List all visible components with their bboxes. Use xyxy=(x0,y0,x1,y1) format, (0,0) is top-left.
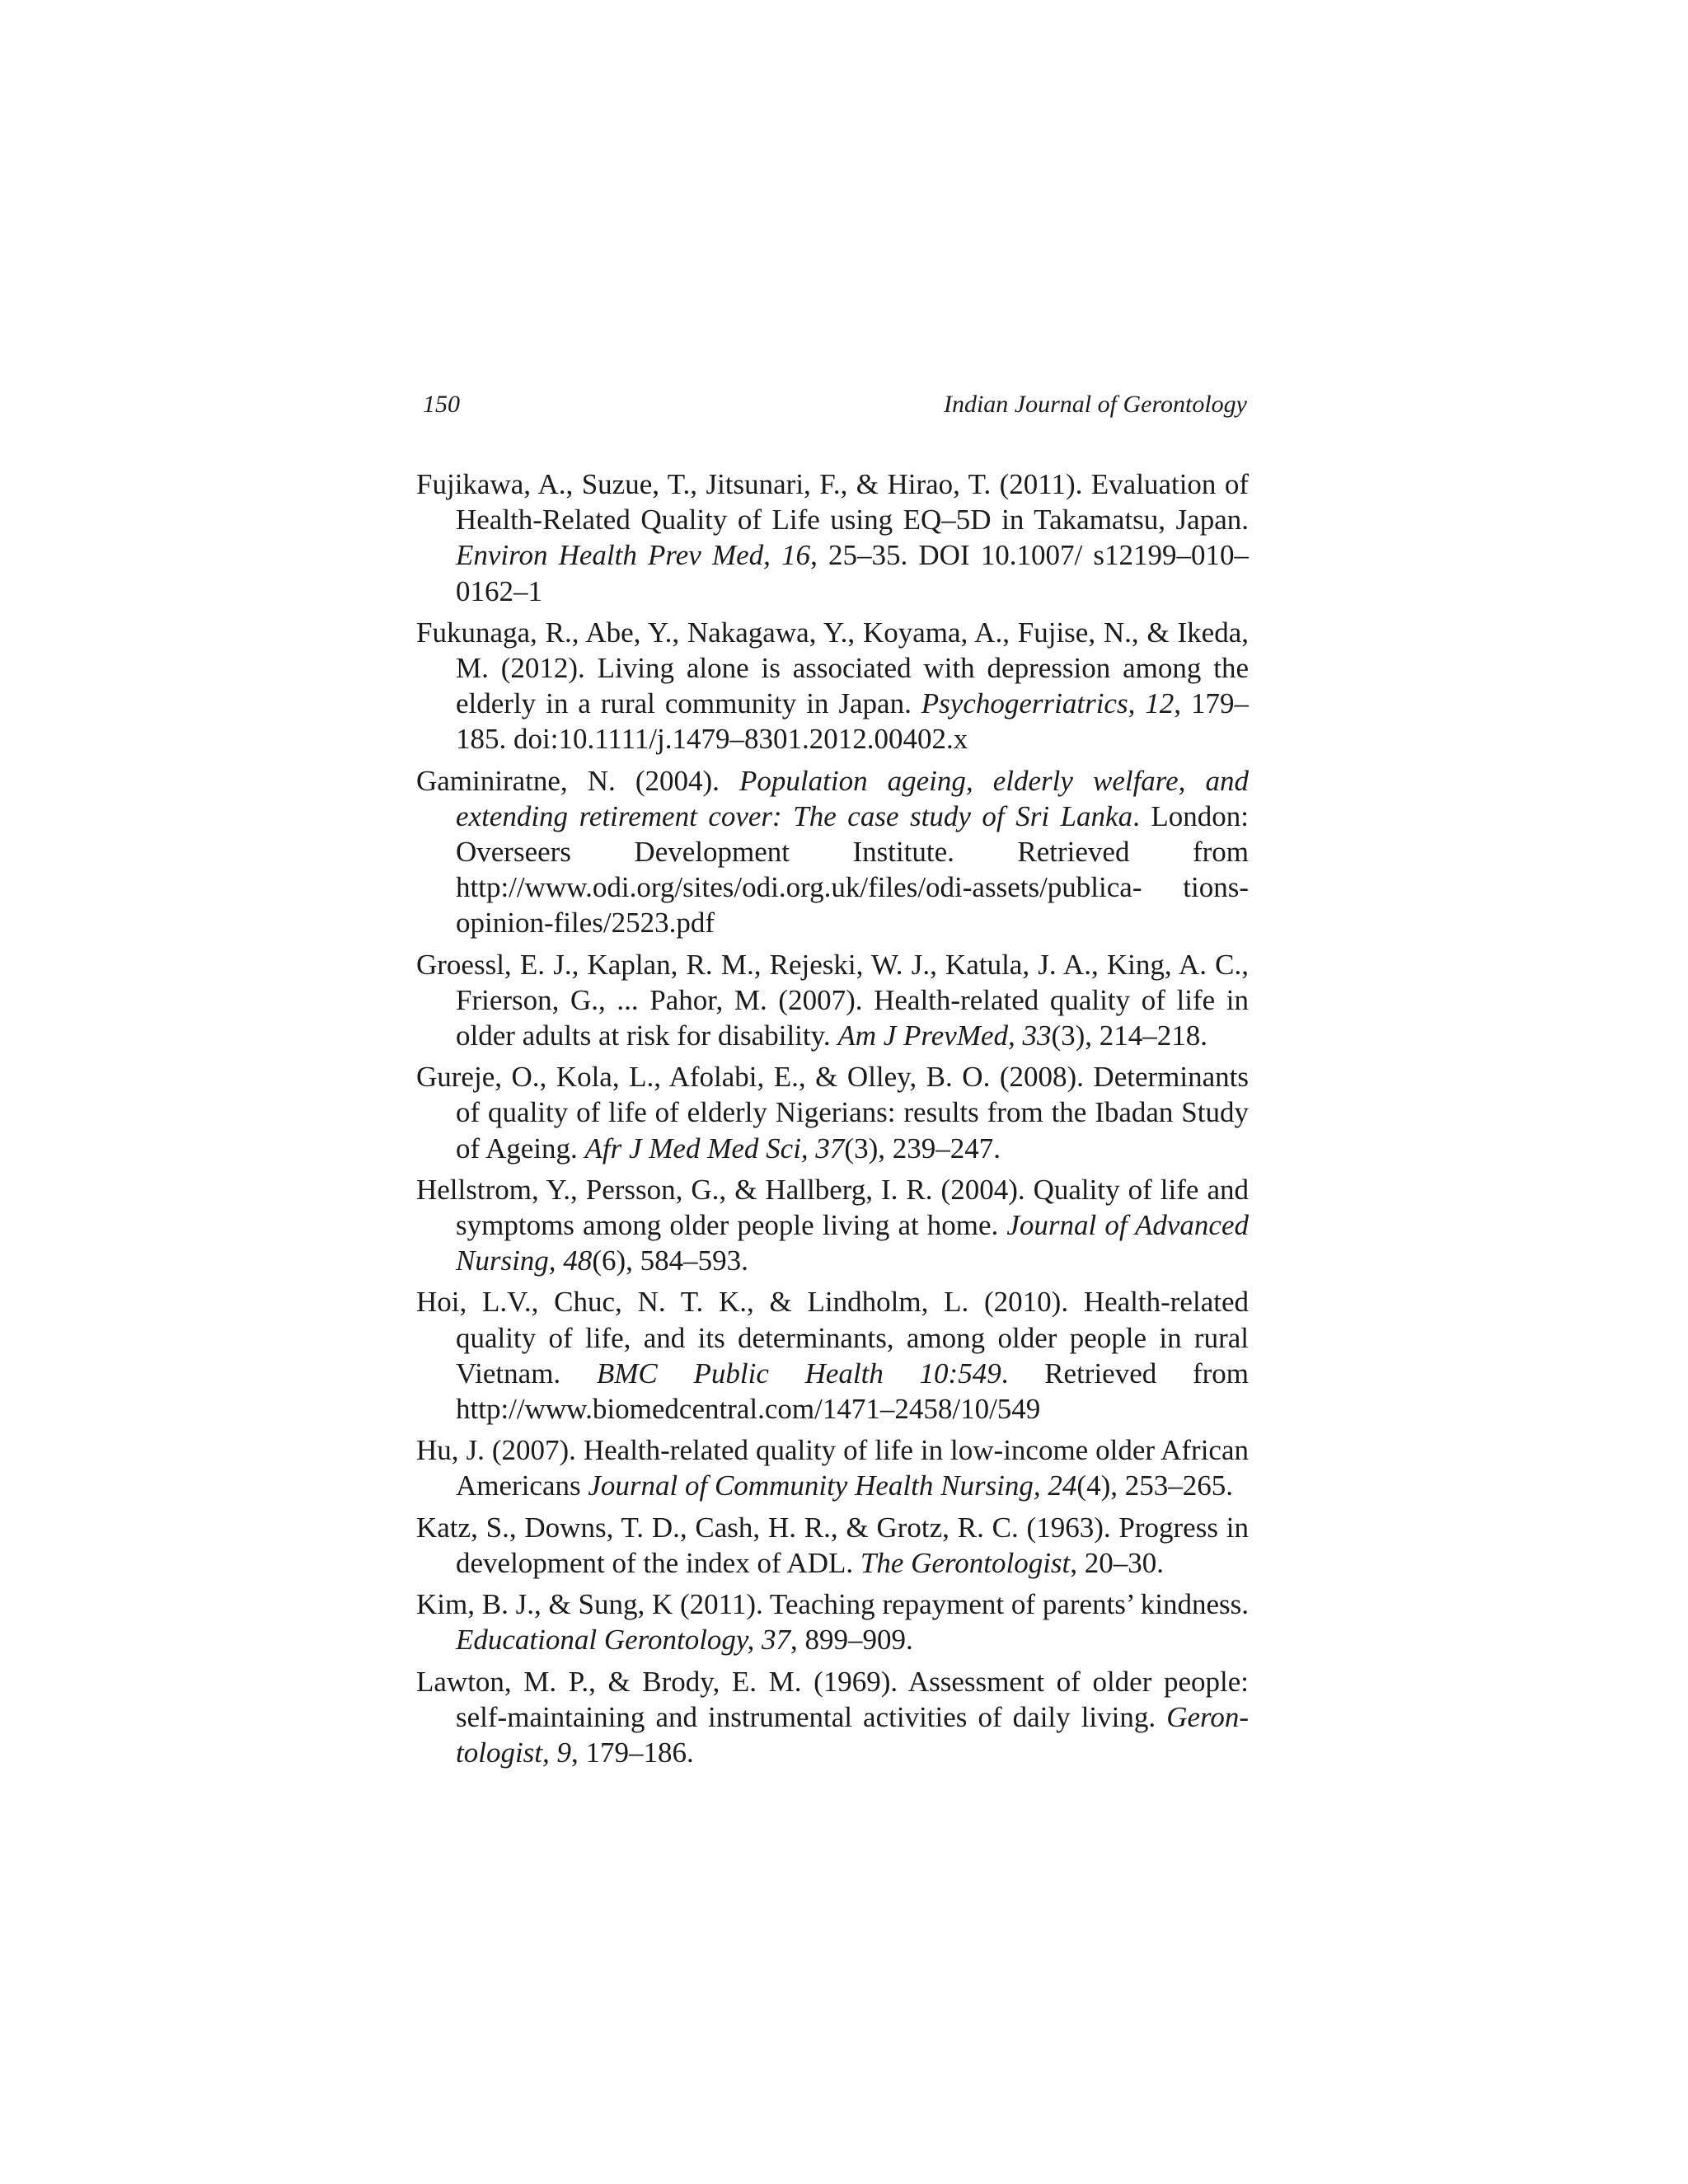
reference-entry xyxy=(416,1432,1249,1503)
journal-title: Indian Journal of Gerontology xyxy=(943,391,1247,418)
reference-text: (3), 239–247. xyxy=(844,1132,1001,1165)
reference-text: Katz, S., Downs, T. D., Cash, H. R., & Grotz, R. C. (1963). Progress in development of the index of ADL. xyxy=(416,1511,1249,1579)
reference-source: Population ageing, elderly welfare, and extending retirement cover: The case study of Sri Lanka xyxy=(456,764,1249,832)
reference-text: , 899–909. xyxy=(790,1624,913,1657)
reference-source: Journal of Advanced Nursing, 48 xyxy=(456,1209,1249,1277)
reference-text: Hellstrom, Y., Persson, G., & Hallberg, I. R. (2004). Quality of life and symptoms among older people living at home. xyxy=(416,1173,1249,1242)
page-number: 150 xyxy=(423,391,460,418)
reference-entry xyxy=(416,1284,1249,1427)
reference-text: Fujikawa, A., Suzue, T., Jitsunari, F., & Hirao, T. (2011). Evaluation of Health-Related Quality of Life using EQ–5D in Takamatsu, Japan. xyxy=(416,468,1249,537)
reference-entry xyxy=(416,1510,1249,1581)
reference-text: Gureje, O., Kola, L., Afolabi, E., & Olley, B. O. (2008). Determinants of quality of life of elderly Nigerians: results from the Ibadan Study of Ageing. xyxy=(416,1061,1249,1165)
reference-text: (4), 253–265. xyxy=(1076,1469,1233,1502)
reference-text: Kim, B. J., & Sung, K (2011). Teaching repayment of parents’ kindness. xyxy=(416,1588,1249,1621)
reference-entry xyxy=(416,947,1249,1054)
reference-source: Environ Health Prev Med, 16 xyxy=(456,539,811,572)
reference-text: , 20–30. xyxy=(1070,1546,1165,1579)
reference-entry xyxy=(416,466,1249,609)
reference-source: BMC Public Health 10:549 xyxy=(596,1357,1001,1390)
reference-text: . Retrieved from http://www.biomedcentral.com/1471–2458/10/549 xyxy=(456,1357,1249,1426)
reference-text: , 25–35. DOI 10.1007/ s12199–010–0162–1 xyxy=(456,539,1249,607)
reference-entry xyxy=(416,763,1249,941)
reference-entry xyxy=(416,1586,1249,1657)
reference-text: . London: Overseers Development Institute. Retrieved from http://www.odi.org/sites/odi.org.uk/files/odi-assets/publica- tions-opinion-files/2523.pdf xyxy=(456,799,1249,940)
running-head xyxy=(423,384,1247,425)
reference-text: Hu, J. (2007). Health-related quality of life in low-income older African Americans xyxy=(416,1434,1249,1502)
reference-text: Hoi, L.V., Chuc, N. T. K., & Lindholm, L. (2010). Health-related quality of life, and its determinants, among older people in rural Vietnam. xyxy=(416,1286,1249,1390)
reference-text: Gaminiratne, N. (2004). xyxy=(416,764,740,797)
reference-text: Fukunaga, R., Abe, Y., Nakagawa, Y., Koyama, A., Fujise, N., & Ikeda, M. (2012). Living alone is associated with depression among the elderly in a rural community in Japan. xyxy=(416,616,1249,720)
reference-source: The Gerontologist xyxy=(860,1546,1071,1579)
reference-text: (6), 584–593. xyxy=(592,1244,748,1277)
reference-source: Afr J Med Med Sci, 37 xyxy=(584,1132,845,1165)
reference-source: Am J PrevMed, 33 xyxy=(837,1019,1052,1052)
reference-entry xyxy=(416,1059,1249,1166)
reference-entry xyxy=(416,1664,1249,1771)
reference-text: (3), 214–218. xyxy=(1051,1019,1208,1052)
reference-text: , 179–185. doi:10.1111/j.1479–8301.2012.00402.x xyxy=(456,687,1249,756)
reference-source: Educational Gerontology, 37 xyxy=(456,1624,791,1657)
reference-text: Groessl, E. J., Kaplan, R. M., Rejeski, W. J., Katula, J. A., King, A. C., Frierson, G., ... Pahor, M. (2007). Health-related quality of life in older adults at risk for disability. xyxy=(416,948,1249,1052)
reference-source: Psychogerriatrics, 12 xyxy=(921,687,1175,720)
reference-entry xyxy=(416,615,1249,757)
reference-source: Journal of Community Health Nursing, 24 xyxy=(588,1469,1077,1502)
reference-list xyxy=(416,466,1249,1770)
reference-text: , 179–186. xyxy=(571,1736,694,1769)
reference-source: Geron- tologist, 9 xyxy=(456,1700,1249,1769)
reference-text: Lawton, M. P., & Brody, E. M. (1969). Assessment of older people: self-maintaining and instrumental activities of daily living. xyxy=(416,1665,1249,1733)
reference-entry xyxy=(416,1172,1249,1279)
